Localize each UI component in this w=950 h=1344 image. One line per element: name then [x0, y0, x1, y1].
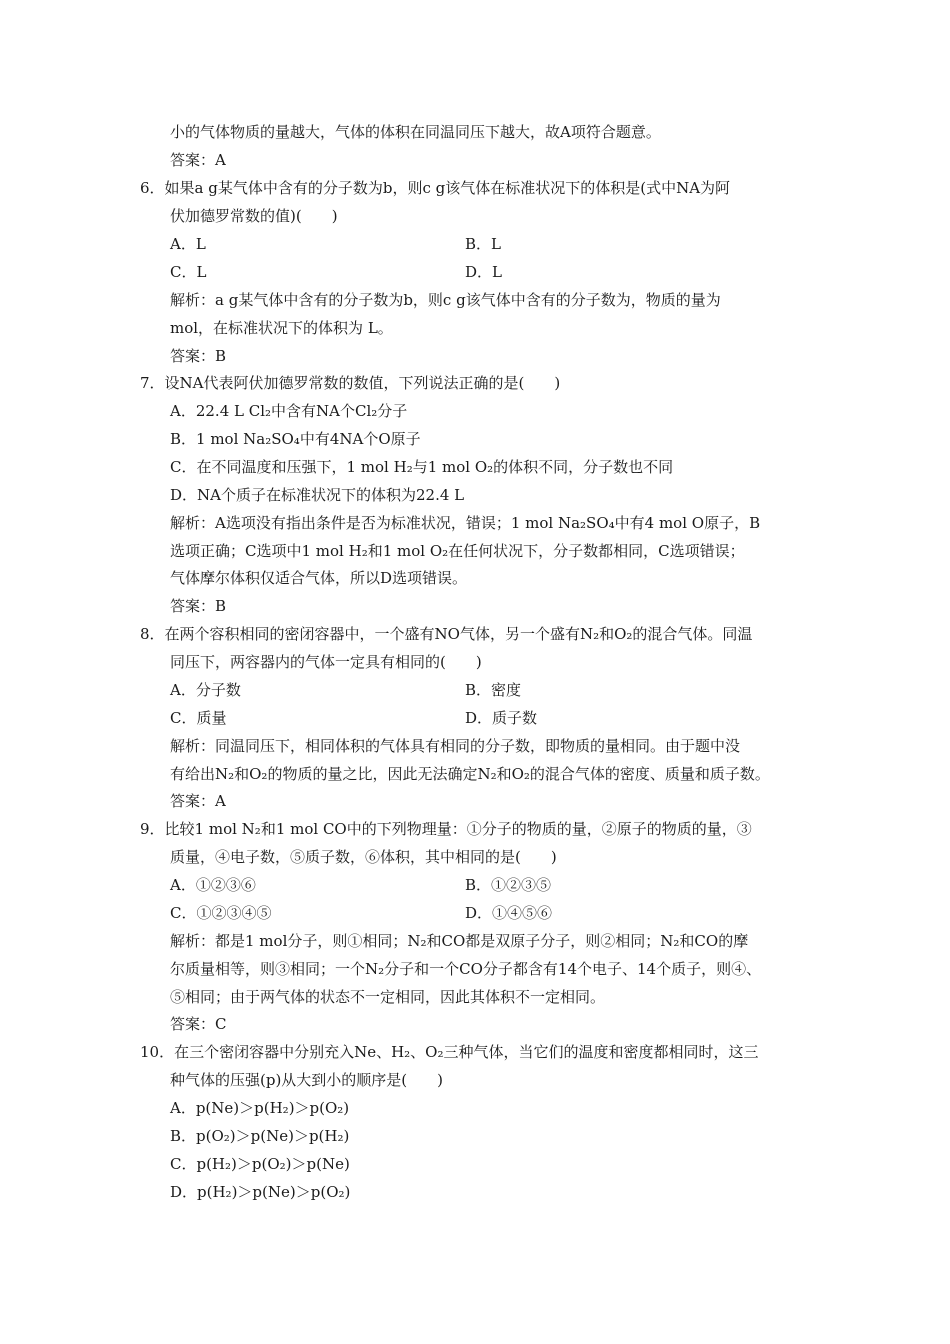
answer-line: 答案：A — [170, 151, 226, 169]
analysis-line: mol，在标准状况下的体积为 L。 — [170, 319, 393, 337]
option-a: A．①②③⑥ — [170, 876, 256, 894]
option-c: C．L — [170, 263, 207, 281]
analysis-line: 解析：都是1 mol分子，则①相同；N₂和CO都是双原子分子，则②相同；N₂和CO的摩 — [170, 932, 749, 950]
question-10-cont: 种气体的压强(p)从大到小的顺序是( ) — [170, 1071, 444, 1089]
option-d: D．①④⑤⑥ — [465, 904, 553, 922]
option-a: A．p(Ne)＞p(H₂)＞p(O₂) — [170, 1099, 350, 1117]
option-b: B．L — [465, 235, 501, 253]
option-b: B．1 mol Na₂SO₄中有4NA个O原子 — [170, 430, 421, 448]
option-b: B．p(O₂)＞p(Ne)＞p(H₂) — [170, 1127, 350, 1145]
analysis-line: 解析：a g某气体中含有的分子数为b，则c g该气体中含有的分子数为，物质的量为 — [170, 291, 721, 309]
analysis-line: 气体摩尔体积仅适合气体，所以D选项错误。 — [170, 569, 468, 587]
question-10: 10．在三个密闭容器中分别充入Ne、H₂、O₂三种气体，当它们的温度和密度都相同时，这三 — [140, 1043, 759, 1061]
option-c: C．质量 — [170, 709, 227, 727]
option-c: C．①②③④⑤ — [170, 904, 272, 922]
option-d: D．NA个质子在标准状况下的体积为22.4 L — [170, 486, 465, 504]
question-6: 6．如果a g某气体中含有的分子数为b，则c g该气体在标准状况下的体积是(式中NA为阿 — [140, 179, 731, 197]
option-a: A．分子数 — [170, 681, 241, 699]
analysis-line: 选项正确；C选项中1 mol H₂和1 mol O₂在任何状况下，分子数都相同，C选项错误； — [170, 542, 745, 560]
option-d: D．L — [465, 263, 502, 281]
answer-line: 答案：B — [170, 597, 227, 615]
option-b: B．密度 — [465, 681, 522, 699]
question-9-cont: 质量，④电子数，⑤质子数，⑥体积，其中相同的是( ) — [170, 848, 557, 866]
analysis-line: 解析：同温同压下，相同体积的气体具有相同的分子数，即物质的量相同。由于题中没 — [170, 737, 741, 755]
analysis-line: ⑤相同；由于两气体的状态不一定相同，因此其体积不一定相同。 — [170, 988, 606, 1006]
answer-line: 答案：A — [170, 792, 226, 810]
answer-line: 答案：C — [170, 1015, 227, 1033]
question-8: 8．在两个容积相同的密闭容器中，一个盛有NO气体，另一个盛有N₂和O₂的混合气体。同温 — [140, 625, 753, 643]
analysis-line: 有给出N₂和O₂的物质的量之比，因此无法确定N₂和O₂的混合气体的密度、质量和质子数。 — [170, 765, 770, 783]
option-d: D．质子数 — [465, 709, 538, 727]
question-7: 7．设NA代表阿伏加德罗常数的数值，下列说法正确的是( ) — [140, 374, 561, 392]
analysis-line: 尔质量相等，则③相同；一个N₂分子和一个CO分子都含有14个电子、14个质子，则④、 — [170, 960, 762, 978]
question-8-cont: 同压下，两容器内的气体一定具有相同的( ) — [170, 653, 482, 671]
question-6-cont: 伏加德罗常数的值)( ) — [170, 207, 338, 225]
option-c: C．p(H₂)＞p(O₂)＞p(Ne) — [170, 1155, 350, 1173]
option-a: A．22.4 L Cl₂中含有NA个Cl₂分子 — [170, 402, 408, 420]
text-line: 小的气体物质的量越大，气体的体积在同温同压下越大，故A项符合题意。 — [170, 123, 661, 141]
option-a: A．L — [170, 235, 206, 253]
answer-line: 答案：B — [170, 347, 227, 365]
question-9: 9．比较1 mol N₂和1 mol CO中的下列物理量：①分子的物质的量，②原子的物质的量，③ — [140, 820, 752, 838]
analysis-line: 解析：A选项没有指出条件是否为标准状况，错误；1 mol Na₂SO₄中有4 mol O原子，B — [170, 514, 761, 532]
option-b: B．①②③⑤ — [465, 876, 552, 894]
option-c: C．在不同温度和压强下，1 mol H₂与1 mol O₂的体积不同，分子数也不同 — [170, 458, 674, 476]
option-d: D．p(H₂)＞p(Ne)＞p(O₂) — [170, 1183, 351, 1201]
